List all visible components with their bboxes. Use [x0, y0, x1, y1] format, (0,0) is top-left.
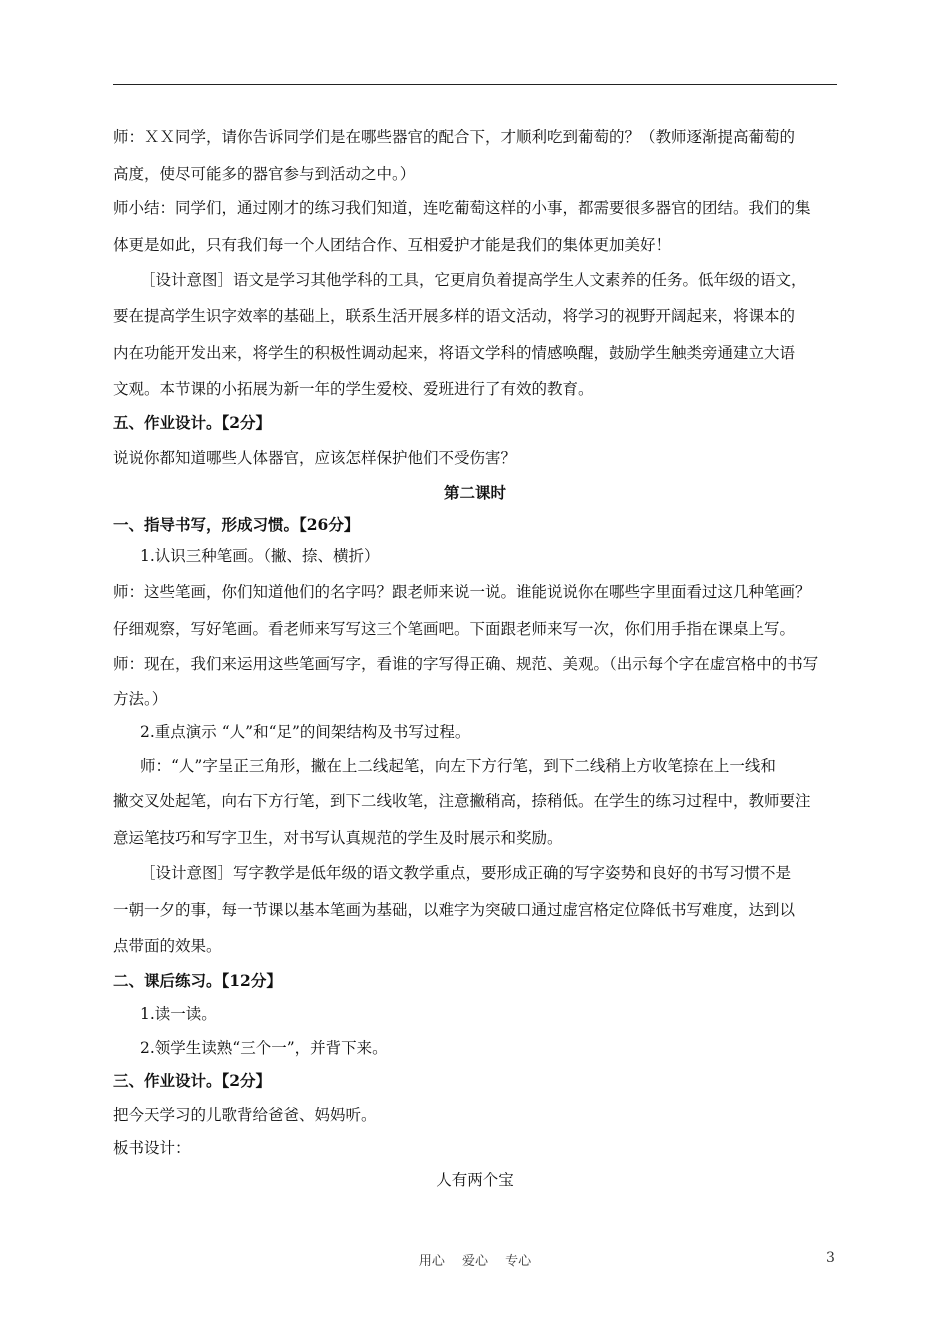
body-line: 仔细观察，写好笔画。看老师来写写这三个笔画吧。下面跟老师来写一次，你们用手指在课桌上写。 [113, 620, 796, 638]
list-item: 2.领学生读熟“三个一”，并背下来。 [140, 1039, 388, 1057]
body-line: 体更是如此，只有我们每一个人团结合作、互相爱护才能是我们的集体更加美好！ [113, 236, 672, 254]
section-heading: 二、课后练习。【12分】 [113, 971, 282, 990]
design-intent-paragraph: ［设计意图］写字教学是低年级的语文教学重点，要形成正确的写字姿势和良好的书写习惯不是 [140, 864, 792, 882]
section-heading: 五、作业设计。【2分】 [113, 413, 272, 432]
body-line: 一朝一夕的事，每一节课以基本笔画为基础，以难字为突破口通过虚宫格定位降低书写难度，达到以 [113, 901, 796, 919]
board-design-label: 板书设计： [113, 1139, 191, 1157]
body-line: 撇交叉处起笔，向右下方行笔，到下二线收笔，注意撇稍高，捺稍低。在学生的练习过程中，教师要注 [113, 792, 811, 810]
body-line: 内在功能开发出来，将学生的积极性调动起来，将语文学科的情感唤醒，鼓励学生触类旁通建立大语 [113, 344, 796, 362]
board-title: 人有两个宝 [436, 1171, 514, 1189]
body-line: 意运笔技巧和写字卫生，对书写认真规范的学生及时展示和奖励。 [113, 829, 563, 847]
body-line: 把今天学习的儿歌背给爸爸、妈妈听。 [113, 1106, 377, 1124]
list-item: 1.读一读。 [140, 1005, 217, 1023]
body-line: 师：ＸＸ同学，请你告诉同学们是在哪些器官的配合下，才顺利吃到葡萄的？（教师逐渐提高葡萄的 [113, 128, 796, 146]
body-line: 师小结：同学们，通过刚才的练习我们知道，连吃葡萄这样的小事，都需要很多器官的团结。我们的集 [113, 199, 811, 217]
body-line: 说说你都知道哪些人体器官，应该怎样保护他们不受伤害？ [113, 449, 517, 467]
body-line: 文观。本节课的小拓展为新一年的学生爱校、爱班进行了有效的教育。 [113, 380, 594, 398]
body-line: 方法。） [113, 690, 168, 708]
footer-motto: 用心 爱心 专心 [418, 1254, 532, 1269]
body-line: 师：现在，我们来运用这些笔画写字，看谁的字写得正确、规范、美观。（出示每个字在虚宫格中的书写 [113, 655, 819, 673]
body-line: 师：这些笔画，你们知道他们的名字吗？跟老师来说一说。谁能说说你在哪些字里面看过这几种笔画？ [113, 583, 811, 601]
lesson-title: 第二课时 [443, 483, 506, 502]
section-heading: 三、作业设计。【2分】 [113, 1071, 272, 1090]
body-line: 要在提高学生识字效率的基础上，联系生活开展多样的语文活动，将学习的视野开阔起来，将课本的 [113, 307, 796, 325]
list-item: 1.认识三种笔画。（撇、捺、横折） [140, 547, 380, 565]
header-rule [113, 84, 837, 85]
page-number: 3 [826, 1250, 835, 1266]
section-heading: 一、指导书写，形成习惯。【26分】 [113, 515, 360, 534]
body-line: 师：“人”字呈正三角形，撇在上二线起笔，向左下方行笔，到下二线稍上方收笔捺在上一线和 [140, 757, 776, 775]
body-line: 高度，使尽可能多的器官参与到活动之中。） [113, 165, 416, 183]
body-line: 点带面的效果。 [113, 937, 222, 955]
list-item: 2.重点演示 “人”和“足”的间架结构及书写过程。 [140, 723, 471, 741]
design-intent-paragraph: ［设计意图］语文是学习其他学科的工具，它更肩负着提高学生人文素养的任务。低年级的语文， [140, 271, 807, 289]
